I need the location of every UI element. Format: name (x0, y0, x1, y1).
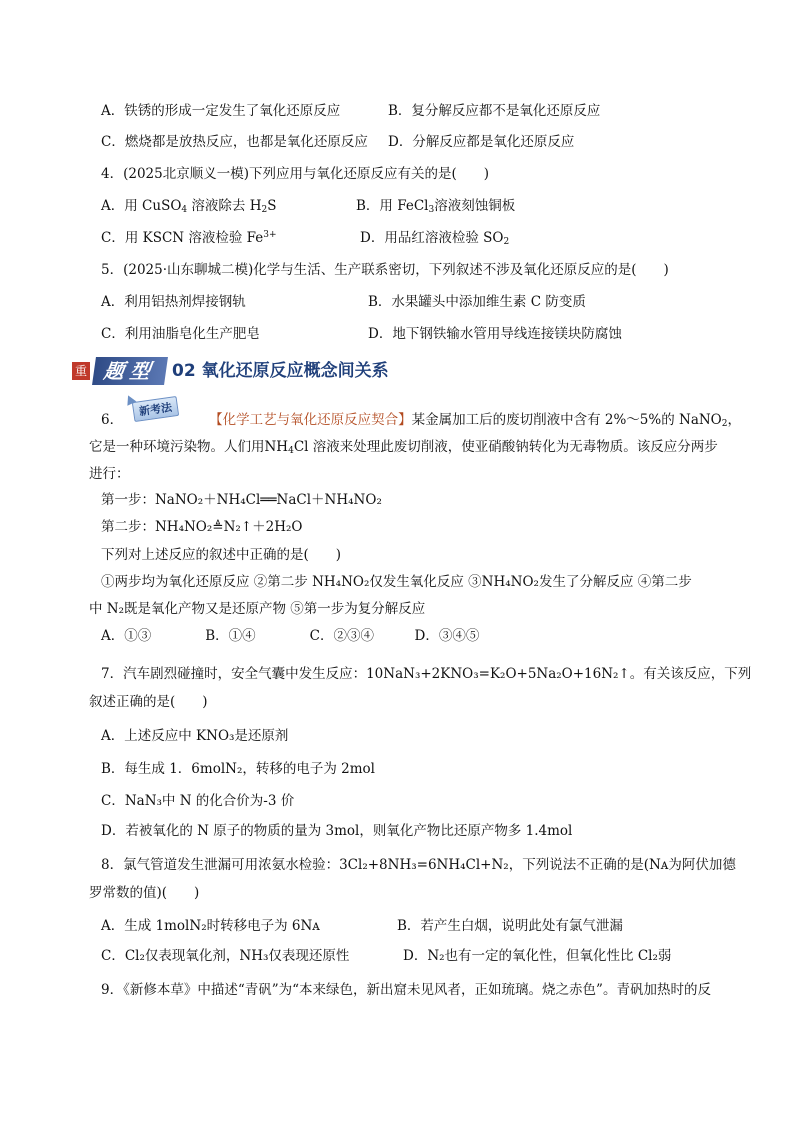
q4-d-sub: 2 (503, 237, 510, 247)
section-title: 02 氧化还原反应概念间关系 (172, 361, 389, 381)
q3-option-c: C．燃烧都是放热反应，也都是氧化还原反应 (101, 134, 368, 150)
q3-option-a: A．铁锈的形成一定发生了氧化还原反应 (101, 103, 341, 119)
q7-option-d: D．若被氧化的 N 原子的物质的量为 3mol，则氧化产物比还原产物多 1.4mol (101, 823, 573, 839)
q6-topic: 【化学工艺与氧化还原反应契合】 (209, 412, 412, 428)
q8-line-2: 罗常数的值)( ) (89, 885, 200, 901)
q3-option-b: B．复分解反应都不是氧化还原反应 (388, 103, 601, 119)
q4-option-c (101, 228, 277, 248)
q6-choices-1: ①两步均为氧化还原反应 ②第二步 NH₄NO₂仅发生氧化反应 ③NH₄NO₂发生了分解反应 ④第二步 (101, 574, 692, 590)
q4-b-sub: 3 (428, 205, 435, 215)
q4-stem: 4．(2025北京顺义一模)下列应用与氧化还原反应有关的是( ) (101, 166, 490, 182)
key-badge: 重 (72, 362, 90, 380)
q6-question: 下列对上述反应的叙述中正确的是( ) (101, 547, 342, 563)
q4-a-text: A．用 CuSO (101, 198, 182, 214)
q5-option-b: B．水果罐头中添加维生素 C 防变质 (368, 294, 586, 310)
section-banner (72, 357, 402, 385)
q4-option-a (101, 196, 276, 216)
q4-a-end: S (267, 198, 277, 214)
q8-line-1: 8．氯气管道发生泄漏可用浓氨水检验：3Cl₂+8NH₃=6NH₄Cl+N₂，下列说法不正确的是(Nᴀ为阿伏加德 (101, 857, 736, 873)
q5-option-d: D．地下钢铁输水管用导线连接镁块防腐蚀 (368, 326, 622, 342)
q4-b-text: B．用 FeCl (356, 198, 429, 214)
q5-stem: 5．(2025·山东聊城二模)化学与生活、生产联系密切，下列叙述不涉及氧化还原反应的是( ) (101, 262, 669, 278)
q6-choices-2: 中 N₂既是氧化产物又是还原产物 ⑤第一步为复分解反应 (89, 601, 426, 617)
q3-option-d: D．分解反应都是氧化还原反应 (388, 134, 575, 150)
q7-line-1: 7．汽车剧烈碰撞时，安全气囊中发生反应：10NaN₃+2KNO₃=K₂O+5Na₂O+16N₂↑。有关该反应，下列 (101, 666, 752, 682)
q8-option-a: A．生成 1molN₂时转移电子为 6Nᴀ (101, 918, 320, 934)
q4-d-text: D．用品红溶液检验 SO (360, 230, 504, 246)
q6-options: A．①③ B．①④ C．②③④ D．③④⑤ (101, 628, 480, 644)
q9-line-1: 9．《新修本草》中描述“青矾”为“本来绿色，新出窟未见风者，正如琉璃。烧之赤色”。青矾加热时的反 (101, 982, 711, 998)
q4-a-sub2: 2 (261, 205, 268, 215)
q4-a-text2: 溶液除去 H (187, 198, 262, 214)
q6-line1-end: ， (727, 412, 741, 428)
q6-line2-sub: 4 (288, 446, 294, 456)
q6-line1-sub: 2 (721, 419, 728, 429)
q8-option-c: C．Cl₂仅表现氧化剂，NH₃仅表现还原性 (101, 948, 350, 964)
q6-number: 6． (101, 412, 124, 428)
q8-option-b: B．若产生白烟，说明此处有氯气泄漏 (397, 918, 623, 934)
q8-option-d: D．N₂也有一定的氧化性，但氧化性比 Cl₂弱 (403, 948, 672, 964)
q5-option-c: C．利用油脂皂化生产肥皂 (101, 326, 260, 342)
q4-c-text: C．用 KSCN 溶液检验 Fe (101, 230, 264, 246)
q4-a-sub: 4 (181, 205, 188, 215)
q4-c-sup: 3+ (263, 230, 277, 240)
q6-step-2: 第二步：NH₄NO₂≜N₂↑＋2H₂O (101, 519, 303, 535)
q6-line2-text2: Cl 溶液来处理此废切削液，使亚硝酸钠转化为无毒物质。该反应分两步 (293, 439, 718, 455)
q7-option-a: A．上述反应中 KNO₃是还原剂 (101, 728, 289, 744)
q6-line-3: 进行： (89, 466, 130, 482)
q6-line-2 (89, 437, 718, 457)
q7-option-c: C．NaN₃中 N 的化合价为-3 价 (101, 793, 295, 809)
q4-b-text2: 溶液刻蚀铜板 (434, 198, 516, 214)
q7-option-b: B．每生成 1．6molN₂，转移的电子为 2mol (101, 761, 375, 777)
q5-option-a: A．利用铝热剂焊接钢轨 (101, 294, 246, 310)
q6-step-1: 第一步：NaNO₂＋NH₄Cl══NaCl＋NH₄NO₂ (101, 492, 382, 508)
new-method-label: 新考法 (132, 396, 179, 422)
q4-option-b (356, 196, 515, 216)
q6-line-1 (101, 410, 741, 430)
question-type-tag: 题型 (92, 357, 168, 385)
q6-line1-text: 某金属加工后的废切削液中含有 2%～5%的 NaNO (411, 412, 722, 428)
q7-line-2: 叙述正确的是( ) (89, 694, 208, 710)
q6-line2-text: 它是一种环境污染物。人们用NH (89, 439, 289, 455)
q4-option-d (360, 228, 509, 248)
